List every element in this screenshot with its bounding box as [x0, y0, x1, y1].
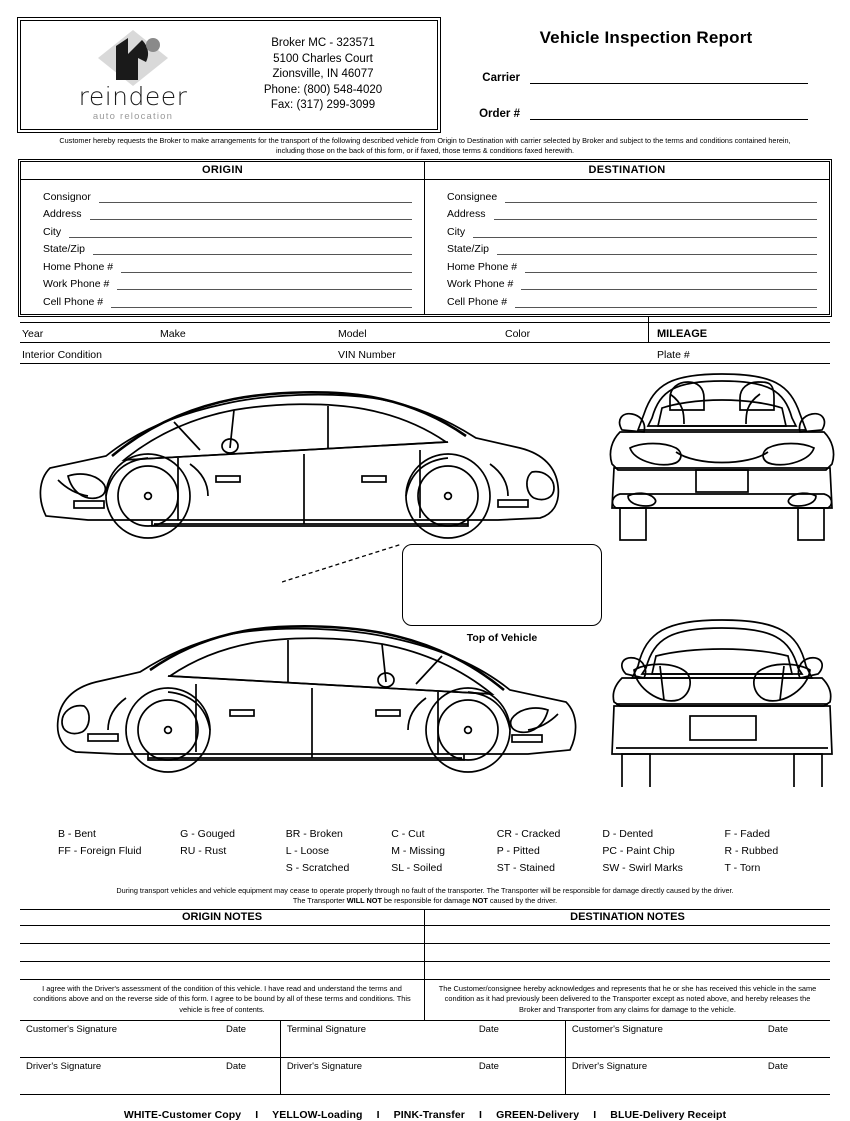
origin-input-city[interactable] — [69, 226, 412, 238]
destination-note-input-2[interactable] — [425, 944, 830, 961]
legend-column-5 — [497, 826, 603, 877]
legend-item: SL - Soiled — [391, 861, 443, 874]
field-label: Cell Phone # — [447, 295, 508, 308]
origin-note-input-1[interactable] — [20, 926, 425, 943]
logo-wrap — [21, 28, 231, 122]
origin-destination-section — [20, 161, 830, 315]
logo-wordmark: reindeer — [78, 82, 188, 111]
legend-item: B - Bent — [58, 827, 96, 840]
signature-label: Driver's Signature — [286, 1061, 363, 1072]
signature-cell-terminal[interactable] — [281, 1021, 566, 1057]
damage-code-legend — [20, 826, 830, 877]
field-label: Home Phone # — [447, 260, 518, 273]
signature-cell-driver-1[interactable] — [20, 1058, 281, 1094]
footer-separator: I — [376, 1109, 380, 1121]
footer-item-white: WHITE-Customer Copy — [123, 1109, 242, 1121]
legend-item: G - Gouged — [180, 827, 236, 840]
legend-column-3 — [286, 826, 392, 877]
side-view-right-diagram[interactable] — [28, 368, 588, 543]
agreement-text-left: I agree with the Driver's assessment of the condition of this vehicle. I have read and understand the terms and conditions above and on the reverse side of this form. I agree to be bound by all of these terms and conditions. This vehicle is free of contents. — [20, 980, 425, 1021]
tn-bold-will-not: WILL NOT — [346, 895, 382, 905]
label-mileage: MILEAGE — [657, 327, 708, 340]
signature-cell-driver-3[interactable] — [566, 1058, 830, 1094]
field-label: Address — [43, 208, 82, 220]
date-label: Date — [767, 1024, 788, 1035]
legend-item: L - Loose — [285, 844, 330, 857]
field-label: City — [43, 225, 62, 238]
top-of-vehicle-leader-line — [282, 542, 404, 584]
footer-separator: I — [479, 1109, 483, 1121]
vehicle-diagram-area[interactable] — [20, 364, 830, 824]
carrier-label: Carrier — [482, 72, 520, 84]
legend-column-2 — [180, 826, 286, 877]
field-label: Consignor — [43, 190, 91, 203]
origin-input-consignor[interactable] — [99, 191, 412, 203]
rear-view-diagram[interactable] — [600, 612, 845, 787]
notes-section — [20, 909, 830, 980]
origin-field-address — [43, 203, 412, 221]
legend-item: RU - Rust — [180, 844, 227, 857]
legend-column-7 — [725, 826, 831, 877]
field-label: Address — [447, 208, 486, 220]
broker-mc: Broker MC - 323571 — [271, 37, 375, 50]
agreement-section — [20, 980, 830, 1022]
origin-note-input-3[interactable] — [20, 962, 425, 979]
vehicle-info-row-2 — [20, 343, 830, 364]
agreement-text-right: The Customer/consignee hereby acknowledges and represents that he or she has received this vehicle in the same condition as it had previously been delivered to the Transporter except as noted above, and hereby releases the Broker and Transporter from any claims for damage to the vehicle. — [438, 983, 817, 1014]
destination-input-address[interactable] — [494, 208, 817, 220]
field-label: State/Zip — [43, 243, 86, 255]
copy-distribution-footer — [20, 1109, 830, 1121]
destination-field-work-phone — [447, 273, 817, 291]
destination-input-work-phone[interactable] — [521, 278, 817, 290]
legend-item: D - Dented — [602, 827, 654, 840]
origin-field-city — [43, 220, 412, 238]
field-label: State/Zip — [447, 243, 490, 255]
origin-field-statezip — [43, 238, 412, 256]
origin-input-address[interactable] — [90, 208, 412, 220]
tn-bold-not: NOT — [472, 895, 488, 905]
legend-item: SW - Swirl Marks — [602, 861, 683, 874]
destination-fields — [425, 180, 829, 314]
field-label: Work Phone # — [447, 278, 514, 290]
destination-input-consignee[interactable] — [505, 191, 817, 203]
destination-field-city — [447, 220, 817, 238]
destination-note-input-1[interactable] — [425, 926, 830, 943]
transport-note-line1: During transport vehicles and vehicle equipment may cease to operate properly through no fault of the transporter. The Transporter will be responsible for damage directly caused by the driver. — [116, 885, 734, 895]
origin-input-cell-phone[interactable] — [111, 296, 412, 308]
carrier-input[interactable] — [530, 70, 808, 84]
header-disclaimer: Customer hereby requests the Broker to make arrangements for the transport of the following described vehicle from Origin to Destination with carrier selected by Broker and subject to the terms and conditions contained herein, including those on the back of this form, or if faxed, those terms & conditions faxed herewith. — [59, 136, 791, 155]
footer-item-yellow: YELLOW-Loading — [272, 1109, 363, 1121]
title-box — [438, 20, 830, 130]
label-year: Year — [22, 327, 44, 340]
signature-cell-customer-1[interactable] — [20, 1021, 281, 1057]
origin-column — [21, 162, 425, 314]
label-make: Make — [160, 327, 186, 340]
notes-row — [20, 962, 830, 980]
destination-field-cell-phone — [447, 290, 817, 308]
carrier-field-row — [462, 70, 830, 84]
order-input[interactable] — [530, 106, 808, 120]
broker-phone: Phone: (800) 548-4020 — [263, 83, 383, 96]
legend-item: R - Rubbed — [724, 844, 779, 857]
front-view-diagram[interactable] — [600, 368, 845, 543]
date-label: Date — [767, 1061, 788, 1072]
label-interior-condition: Interior Condition — [22, 348, 102, 361]
destination-field-address — [447, 203, 817, 221]
legend-item: M - Missing — [391, 844, 445, 857]
legend-item: BR - Broken — [285, 827, 343, 840]
destination-heading: DESTINATION — [425, 162, 829, 180]
tn-pre: The Transporter — [292, 895, 347, 905]
legend-item: C - Cut — [391, 827, 425, 840]
order-field-row — [462, 106, 830, 120]
destination-input-cell-phone[interactable] — [515, 296, 817, 308]
origin-heading: ORIGIN — [21, 162, 424, 180]
legend-item: S - Scratched — [285, 861, 350, 874]
origin-note-input-2[interactable] — [20, 944, 425, 961]
footer-item-pink: PINK-Transfer — [393, 1109, 465, 1121]
signature-label: Driver's Signature — [26, 1061, 102, 1072]
origin-input-work-phone[interactable] — [117, 278, 412, 290]
destination-input-city[interactable] — [473, 226, 817, 238]
legend-column-4 — [391, 826, 497, 877]
form-header — [20, 20, 830, 130]
label-color: Color — [505, 327, 531, 340]
origin-field-work-phone — [43, 273, 412, 291]
tn-mid: be responsible for damage — [381, 895, 473, 905]
legend-item: FF - Foreign Fluid — [58, 844, 142, 857]
transport-note — [20, 886, 830, 906]
date-label: Date — [478, 1061, 499, 1072]
legend-item: CR - Cracked — [496, 827, 561, 840]
destination-column — [425, 162, 829, 314]
label-plate-number: Plate # — [657, 348, 690, 361]
broker-street: 5100 Charles Court — [273, 52, 373, 65]
origin-fields — [21, 180, 424, 314]
notes-row — [20, 926, 830, 944]
legend-item: T - Torn — [724, 861, 761, 874]
broker-info — [231, 36, 437, 114]
signature-cell-driver-2[interactable] — [281, 1058, 566, 1094]
destination-field-statezip — [447, 238, 817, 256]
destination-field-home-phone — [447, 255, 817, 273]
vehicle-info-row-1 — [20, 322, 830, 343]
legend-column-6 — [602, 826, 724, 877]
legend-item: P - Pitted — [496, 844, 540, 857]
field-label: City — [447, 225, 466, 238]
origin-field-cell-phone — [43, 290, 412, 308]
origin-input-statezip[interactable] — [93, 243, 412, 255]
top-of-vehicle-caption: Top of Vehicle — [466, 631, 538, 644]
footer-item-blue: BLUE-Delivery Receipt — [610, 1109, 727, 1121]
destination-field-consignee — [447, 185, 817, 203]
field-label: Consignee — [447, 190, 498, 203]
signature-cell-customer-2[interactable] — [566, 1021, 830, 1057]
date-label: Date — [226, 1061, 247, 1072]
destination-note-input-3[interactable] — [425, 962, 830, 979]
origin-field-home-phone — [43, 255, 412, 273]
origin-notes-heading: ORIGIN NOTES — [20, 910, 425, 925]
footer-separator: I — [593, 1109, 597, 1121]
legend-item: ST - Stained — [496, 861, 555, 874]
origin-input-home-phone[interactable] — [121, 261, 412, 273]
signature-label: Terminal Signature — [286, 1024, 367, 1035]
mileage-divider — [648, 317, 649, 342]
broker-fax: Fax: (317) 299-3099 — [270, 99, 376, 112]
signature-label: Customer's Signature — [571, 1024, 663, 1035]
legend-column-1 — [58, 826, 180, 877]
destination-input-home-phone[interactable] — [525, 261, 817, 273]
date-label: Date — [478, 1024, 499, 1035]
origin-field-consignor — [43, 185, 412, 203]
signature-row-1 — [20, 1021, 830, 1058]
field-label: Home Phone # — [43, 260, 114, 273]
destination-input-statezip[interactable] — [497, 243, 817, 255]
label-model: Model — [338, 327, 367, 340]
field-label: Work Phone # — [43, 278, 110, 290]
footer-item-green: GREEN-Delivery — [496, 1109, 580, 1121]
signature-label: Driver's Signature — [571, 1061, 648, 1072]
field-label: Cell Phone # — [43, 295, 104, 308]
date-label: Date — [226, 1024, 247, 1035]
tn-post: caused by the driver. — [487, 895, 558, 905]
order-label: Order # — [479, 108, 520, 120]
signature-row-2 — [20, 1058, 830, 1095]
notes-row — [20, 944, 830, 962]
vehicle-info-section — [20, 322, 830, 364]
broker-citystate: Zionsville, IN 46077 — [272, 68, 374, 81]
notes-headings — [20, 910, 830, 926]
footer-separator: I — [255, 1109, 259, 1121]
company-logo-box — [20, 20, 438, 130]
destination-notes-heading: DESTINATION NOTES — [570, 910, 685, 923]
legend-item: F - Faded — [724, 827, 771, 840]
reindeer-logo-mark — [94, 28, 172, 88]
signature-label: Customer's Signature — [26, 1024, 118, 1035]
transport-note-line2 — [20, 896, 830, 906]
side-view-left-diagram[interactable] — [28, 602, 588, 782]
legend-item: PC - Paint Chip — [602, 844, 675, 857]
label-vin-number: VIN Number — [338, 348, 396, 361]
logo-tagline: auto relocation — [92, 111, 174, 122]
page-title: Vehicle Inspection Report — [539, 28, 753, 47]
